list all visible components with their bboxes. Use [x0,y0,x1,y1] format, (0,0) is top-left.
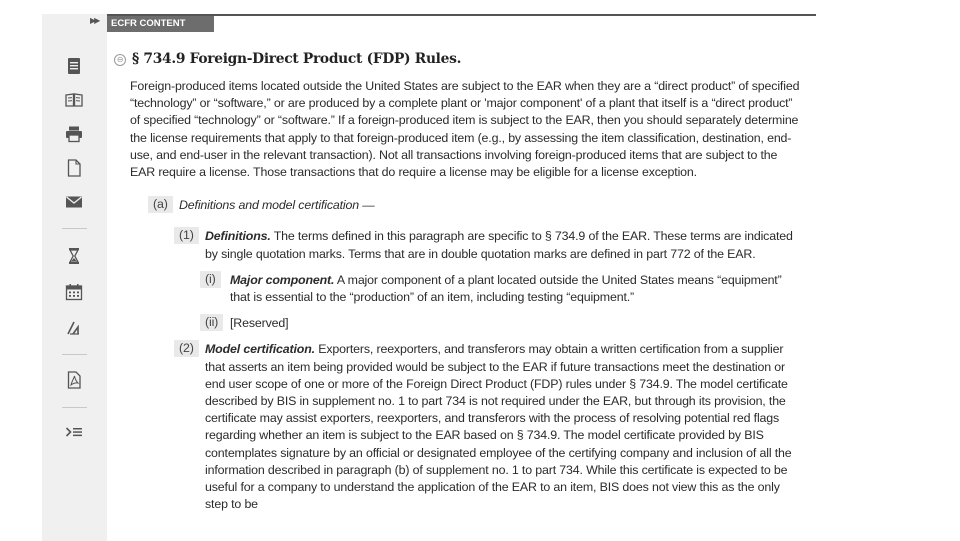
paragraph-heading: Definitions and model certification — [179,198,375,213]
paragraph-a-1-ii [112,315,802,332]
paragraph-enum[interactable]: (i) [200,271,221,288]
paragraph-a [112,197,802,214]
paragraph-a-1-i [112,272,802,306]
compare-icon[interactable] [62,316,86,340]
reader-view-icon[interactable] [62,88,86,112]
paragraph-heading: Major component. [230,272,335,287]
collapse-section-icon[interactable]: ⊖ [114,54,126,66]
section-intro: Foreign-produced items located outside the United States are subject to the EAR when they are a “direct product” of specified “technology” or “software,” or are produced by a complete plant or 'major component' of a plant that itself is a “direct product” of specified “technology” or “software.” If a foreign-produced item is subject to the EAR, then you should separately determine the license requirements that apply to that foreign-produced item (e.g., by assessing the item classification, destination, end-use, and end-user in the relevant transaction). Not all transactions involving foreign-produced items that are subject to the EAR require a license. Those transactions that do require a license may be eligible for a license exception. [130,79,800,180]
email-icon[interactable] [62,190,86,214]
paragraph-text: A major component of a plant located outside the United States means “equipment” that is essential to the “production” of an item, including testing “equipment.” [230,272,782,305]
sidebar-toolbar [42,14,107,541]
expand-collapse-icon[interactable] [62,420,86,444]
collapse-sidebar-icon[interactable]: ▶▶ [90,16,99,25]
print-icon[interactable] [62,122,86,146]
regulation-content [112,50,802,521]
paragraph-enum[interactable]: (2) [174,340,199,357]
paragraph-heading: Model certification. [205,342,315,357]
section-header [112,50,802,70]
paragraph-heading: Definitions. [205,229,271,244]
paragraph-text: Exporters, reexporters, and transferors may obtain a written certification from a supplier that asserts an item being provided would be subject to the EAR if future transactions meet the destination or end user scope of one or more of the Foreign Direct Product (FDP) rules under § 734.9. The model certificate described by BIS in supplement no. 1 to part 734 is not required under the EAR, but through its provision, the certificate may assist exporters, reexporters, and transferors with the process of resolving potential red flags regarding whether an item is subject to the EAR based on § 734.9. The model certificate provided by BIS contemplates signature by an official or designated employee of the certifying company and inclusion of all the information described in paragraph (b) of supplement no. 1 to part 734. While this certificate is expected to be useful for a company to understand the application of the EAR to an item, BIS does not view this as the only step to be [205,342,792,512]
pdf-icon[interactable] [62,368,86,392]
paragraph-text: [Reserved] [230,316,289,331]
document-icon[interactable] [62,156,86,180]
paragraph-text: The terms defined in this paragraph are specific to § 734.9 of the EAR. These terms are indicated by single quotation marks. Terms that are in double quotation marks are defined in part 772 of the EAR. [205,229,793,261]
paragraph-a-1 [112,228,802,262]
table-of-contents-icon[interactable] [62,54,86,78]
paragraph-a-2 [112,341,802,513]
timeline-icon[interactable] [62,244,86,268]
sidebar-divider [62,354,87,355]
calendar-icon[interactable] [62,280,86,304]
ecfr-content-tab[interactable]: ECFR CONTENT [107,16,214,32]
sidebar-divider [62,228,87,229]
section-title: § 734.9 Foreign-Direct Product (FDP) Rules. [132,51,462,68]
sidebar-divider [62,407,87,408]
paragraph-enum[interactable]: (a) [148,196,173,213]
paragraph-enum[interactable]: (1) [174,227,199,244]
paragraph-enum[interactable]: (ii) [200,314,223,331]
